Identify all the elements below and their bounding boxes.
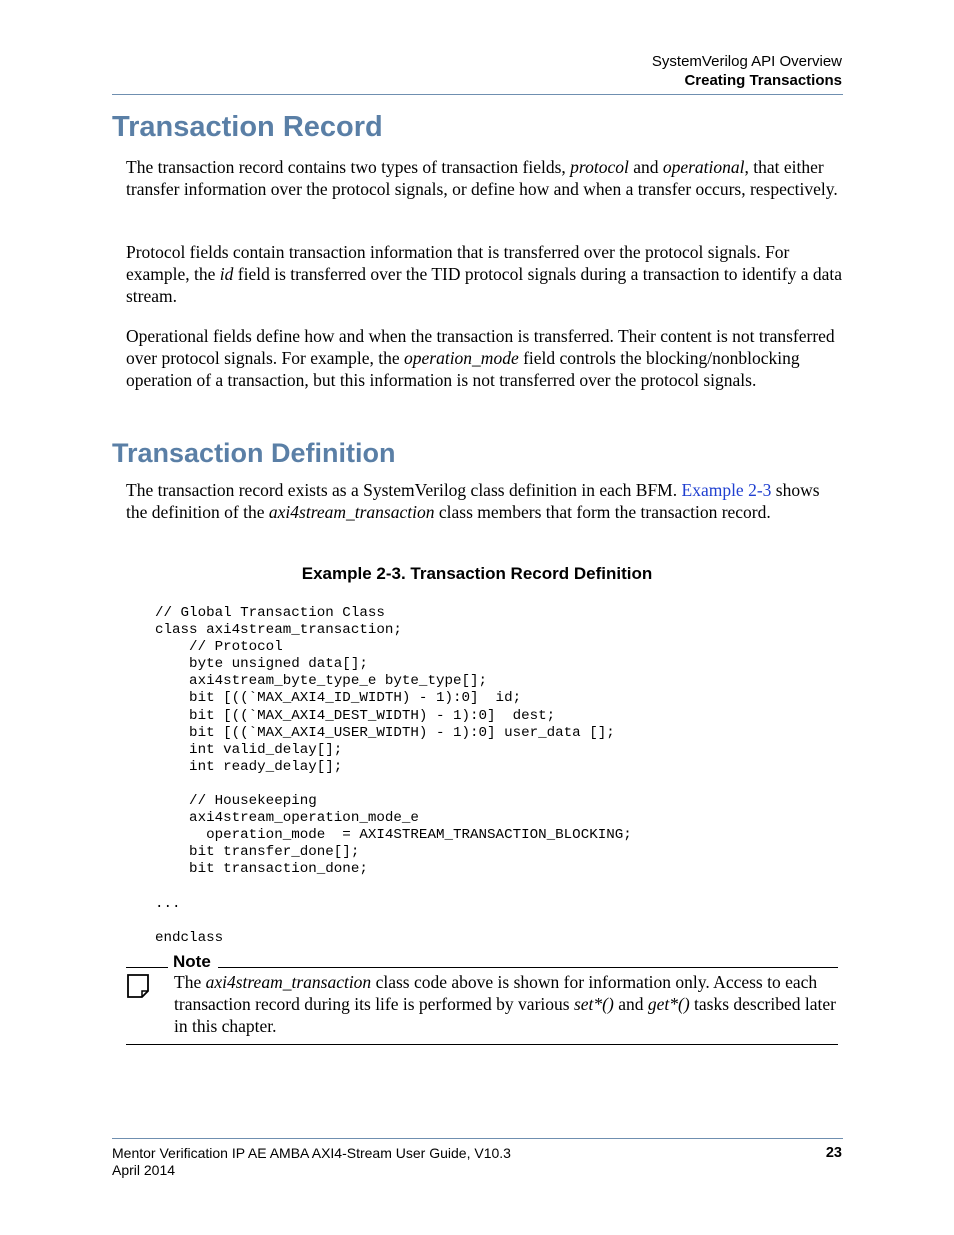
term-axi4stream-transaction: axi4stream_transaction [205,972,372,992]
term-get: get*() [647,994,690,1014]
note-body [174,971,838,1037]
header-chapter: SystemVerilog API Overview [651,53,842,70]
term-id: id [219,264,234,284]
paragraph-record-intro [126,156,842,200]
note-title: Note [173,952,214,972]
text: class members that form the transaction record. [434,502,771,522]
text: field is transferred over the TID protocol signals during a transaction to identify a data stream. [126,264,842,306]
code-block [155,605,632,947]
footer-guide-title: Mentor Verification IP AE AMBA AXI4-Stream User Guide, V10.3 [112,1145,511,1161]
running-header [652,52,842,90]
code-line [155,879,632,896]
text: The transaction record exists as a SystemVerilog class definition in each BFM. [126,480,682,500]
code-line: // Global Transaction Class [155,605,385,621]
code-line: bit transaction_done; [155,861,368,878]
code-line: bit transfer_done[]; [155,844,360,861]
header-section: Creating Transactions [684,72,842,89]
code-line [155,913,632,930]
paragraph-definition-intro [126,479,842,523]
paragraph-operational-fields [126,325,842,391]
footer-date: April 2014 [112,1162,176,1178]
term-operational: operational [662,157,745,177]
term-set: set*() [573,994,614,1014]
code-line: // Housekeeping [155,793,317,810]
note-icon [127,974,149,998]
term-protocol: protocol [570,157,629,177]
code-line [155,776,632,793]
code-line: int valid_delay[]; [155,741,343,758]
text: Operational fields define how and when the transaction is transferred. Their content is not transferred over protocol signals. For example, the [126,326,835,368]
text: shows the definition of the [126,480,820,522]
footer-info [112,1145,511,1179]
note-bottom-rule [126,1044,838,1045]
header-divider [112,94,843,95]
text: Protocol fields contain transaction information that is transferred over the protocol signals. For example, the [126,242,790,284]
note-top-rule-right [218,967,838,968]
example-caption: Example 2-3. Transaction Record Definition [301,564,653,583]
code-line: // Protocol [155,639,283,656]
link-example-2-3[interactable]: Example 2-3 [681,480,772,500]
text: The transaction record contains two types of transaction fields, [126,157,571,177]
page-number: 23 [825,1145,842,1161]
text: field controls the blocking/nonblocking operation of a transaction, but this information is not transferred over the protocol signals. [126,348,800,390]
code-line: ... [155,895,181,912]
term-operation-mode: operation_mode [404,348,519,368]
code-line: operation_mode = AXI4STREAM_TRANSACTION_BLOCKING; [155,827,632,844]
code-line: class axi4stream_transaction; [155,622,402,639]
text: tasks described later in this chapter. [174,994,836,1036]
code-line: bit [((`MAX_AXI4_ID_WIDTH) - 1):0] id; [155,690,522,707]
code-line: byte unsigned data[]; [155,656,368,673]
footer-divider [112,1138,843,1139]
code-line: endclass [155,929,224,946]
heading-transaction-record: Transaction Record [112,111,383,143]
code-line: bit [((`MAX_AXI4_DEST_WIDTH) - 1):0] dest; [155,707,556,724]
paragraph-protocol-fields [126,241,842,307]
code-line: axi4stream_operation_mode_e [155,810,419,827]
term-axi4stream-transaction: axi4stream_transaction [268,502,435,522]
code-line: bit [((`MAX_AXI4_USER_WIDTH) - 1):0] user_data []; [155,724,615,741]
code-line: axi4stream_byte_type_e byte_type[]; [155,673,488,690]
heading-transaction-definition: Transaction Definition [112,438,396,468]
text: The [174,972,206,992]
note-top-rule-left [126,967,168,968]
text: and [613,994,648,1014]
code-line: int ready_delay[]; [155,758,343,775]
text: , that either transfer information over the protocol signals, or define how and when a transfer occurs, respectively. [126,157,838,199]
text: class code above is shown for information only. Access to each transaction record during its life is performed by various [174,972,818,1014]
text: and [628,157,663,177]
